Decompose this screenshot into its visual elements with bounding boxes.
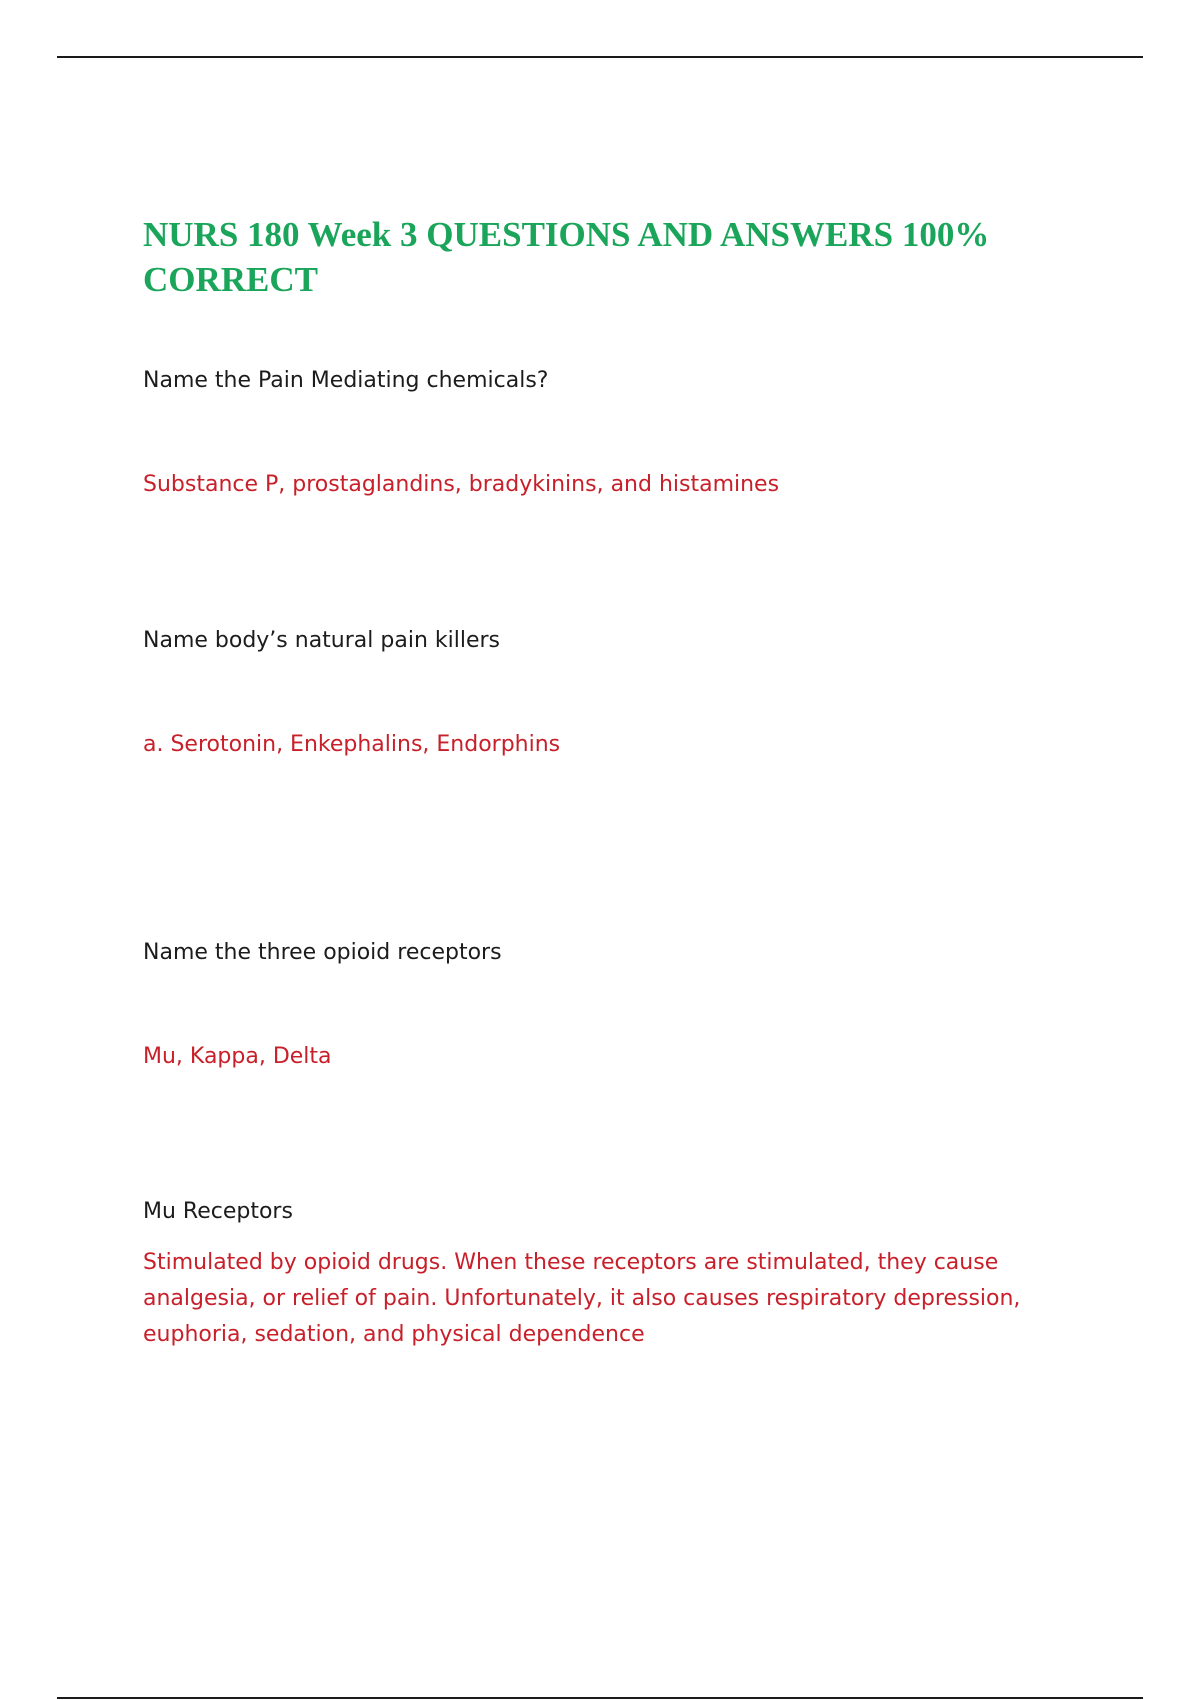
answer-text: Substance P, prostaglandins, bradykinins, and histamines [143,472,780,497]
answer-text: Stimulated by opioid drugs. When these receptors are stimulated, they cause analgesia, or relief of pain. Unfortunately, it also causes respiratory depression, euphoria, sedation, and physical dependence [143,1250,1021,1347]
question-text: Name the Pain Mediating chemicals? [143,368,549,393]
bottom-rule [57,1697,1143,1699]
question-text: Name the three opioid receptors [143,940,502,965]
question-text: Mu Receptors [143,1199,293,1224]
question-text: Name body’s natural pain killers [143,628,500,653]
document-title: NURS 180 Week 3 QUESTIONS AND ANSWERS 100% CORRECT [143,215,990,299]
answer-text: Mu, Kappa, Delta [143,1044,332,1069]
top-rule [57,56,1143,58]
answer-text: a. Serotonin, Enkephalins, Endorphins [143,732,561,757]
